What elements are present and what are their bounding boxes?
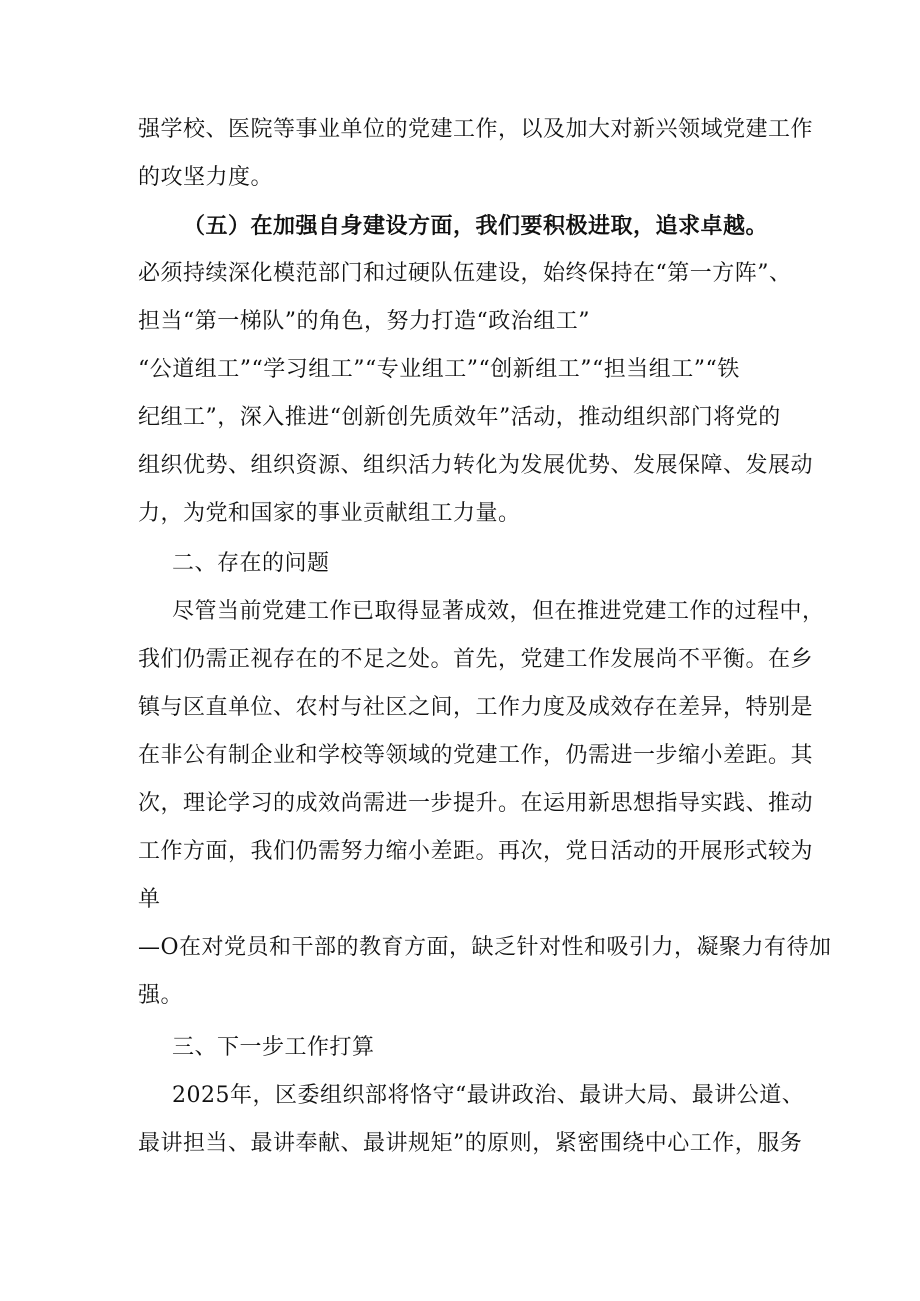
paragraph-line: 单 [138, 887, 161, 912]
paragraph-line: 次，理论学习的成效尚需进一步提升。在运用新思想指导实践、推动 [138, 791, 814, 816]
paragraph-line: 我们仍需正视存在的不足之处。首先，党建工作发展尚不平衡。在乡 [138, 647, 814, 672]
paragraph-line: 镇与区直单位、农村与社区之间，工作力度及成效存在差异，特别是 [138, 695, 814, 720]
paragraph-line: 必须持续深化模范部门和过硬队伍建设，始终保持在“第一方阵”、 [138, 261, 792, 286]
paragraph-line: “公道组工”“学习组工”“专业组工”“创新组工”“担当组工”“铁 [138, 357, 740, 382]
paragraph-line: 的攻坚力度。 [138, 165, 274, 190]
paragraph-line: 组织优势、组织资源、组织活力转化为发展优势、发展保障、发展动 [138, 453, 814, 478]
paragraph-line: 工作方面，我们仍需努力缩小差距。再次，党日活动的开展形式较为 [138, 839, 814, 864]
paragraph-line: 强学校、医院等事业单位的党建工作，以及加大对新兴领域党建工作 [138, 117, 814, 142]
section-five-heading: （五）在加强自身建设方面，我们要积极进取，追求卓越。 [183, 213, 769, 239]
paragraph-line: 纪组工”，深入推进“创新创先质效年”活动，推动组织部门将党的 [138, 405, 781, 430]
section-two-heading: 二、存在的问题 [172, 551, 330, 576]
paragraph-line: 在非公有制企业和学校等领域的党建工作，仍需进一步缩小差距。其 [138, 743, 814, 768]
paragraph-line: 力，为党和国家的事业贡献组工力量。 [138, 501, 521, 526]
paragraph-line: 最讲担当、最讲奉献、最讲规矩”的原则，紧密围绕中心工作，服务 [138, 1131, 803, 1156]
paragraph-line: 2025年，区委组织部将恪守“最讲政治、最讲大局、最讲公道、 [172, 1083, 805, 1108]
paragraph-line: 担当“第一梯队”的角色，努力打造“政治组工” [138, 309, 590, 334]
paragraph-line: 强。 [138, 983, 184, 1008]
paragraph-line: —O在对党员和干部的教育方面，缺乏针对性和吸引力，凝聚力有待加 [138, 935, 832, 960]
section-three-heading: 三、下一步工作打算 [172, 1035, 375, 1060]
paragraph-line: 尽管当前党建工作已取得显著成效，但在推进党建工作的过程中， [172, 599, 825, 624]
